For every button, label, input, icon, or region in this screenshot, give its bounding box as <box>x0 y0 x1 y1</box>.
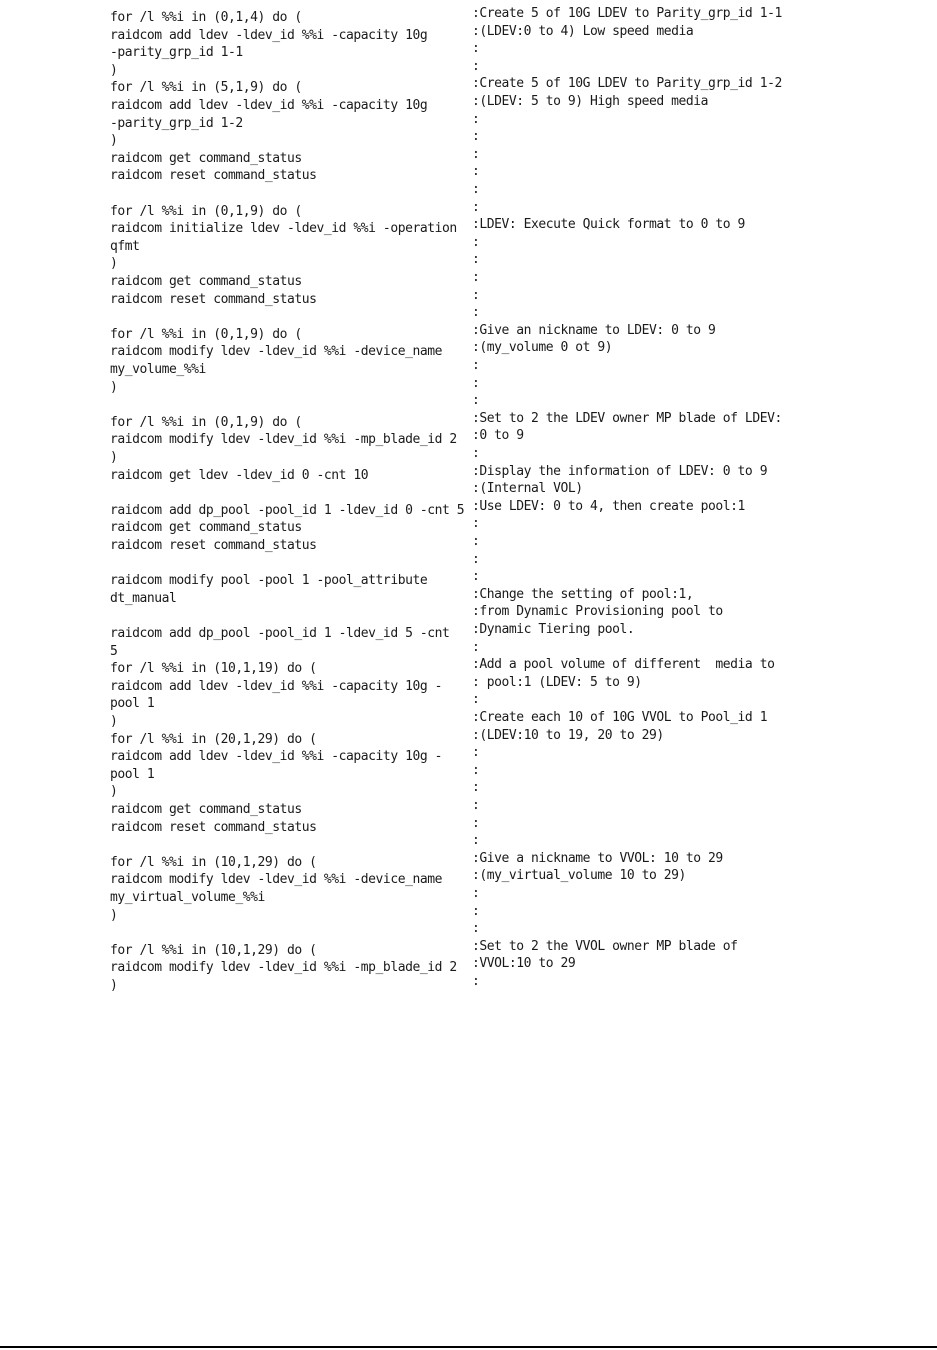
comment-line: : <box>472 375 480 391</box>
code-line: ) <box>110 784 118 800</box>
comment-line: :from Dynamic Provisioning pool to <box>472 604 723 620</box>
comment-line: :(my_volume 0 ot 9) <box>472 340 613 356</box>
code-line: raidcom add dp_pool -pool_id 1 -ldev_id 5 -cnt <box>110 626 450 641</box>
comment-line: :(my_virtual_volume 10 to 29) <box>472 868 686 884</box>
comment-line: : <box>472 551 480 567</box>
code-line: for /l %%i in (20,1,29) do ( <box>110 731 317 747</box>
comment-line: : <box>472 234 480 250</box>
code-line: raidcom add ldev -ldev_id %%i -capacity 10g - <box>110 749 442 765</box>
comment-line: :Set to 2 the VVOL owner MP blade of <box>472 938 738 954</box>
comment-line: :Change the setting of pool:1, <box>472 586 694 602</box>
comment-line: : <box>472 639 480 655</box>
comment-line: :VVOL:10 to 29 <box>472 956 576 972</box>
comment-line: : <box>472 903 480 919</box>
code-line: ) <box>110 133 118 149</box>
comment-line: : <box>472 569 480 585</box>
code-line: -parity_grp_id 1-2 <box>110 115 243 131</box>
code-line: for /l %%i in (0,1,9) do ( <box>110 203 302 219</box>
code-line: ) <box>110 379 118 395</box>
code-line: for /l %%i in (0,1,9) do ( <box>110 414 302 430</box>
code-line: ) <box>110 450 118 465</box>
comment-line: : <box>472 815 480 831</box>
comment-line: : <box>472 270 480 285</box>
comment-line: : <box>472 780 480 796</box>
comment-line: :0 to 9 <box>472 428 524 444</box>
comment-line: : <box>472 921 480 937</box>
comment-line: : <box>472 252 480 268</box>
comment-line: :Give an nickname to LDEV: 0 to 9 <box>472 322 716 338</box>
comment-line: :Add a pool volume of different media to <box>472 657 775 673</box>
comment-line: :Dynamic Tiering pool. <box>472 622 635 637</box>
comment-line: :(LDEV:10 to 19, 20 to 29) <box>472 727 664 743</box>
comment-line: :Set to 2 the LDEV owner MP blade of LDEV: <box>472 410 782 426</box>
comment-line: :Give a nickname to VVOL: 10 to 29 <box>472 850 723 866</box>
comment-line: : <box>472 798 480 813</box>
comment-line: : <box>472 287 480 303</box>
comment-line: :Create 5 of 10G LDEV to Parity_grp_id 1-1 <box>472 6 782 21</box>
comment-line: : <box>472 745 480 761</box>
comment-line: : <box>472 305 480 321</box>
comment-line: : <box>472 146 480 162</box>
code-line: raidcom get ldev -ldev_id 0 -cnt 10 <box>110 467 369 483</box>
comment-line: :(LDEV: 5 to 9) High speed media <box>472 94 709 109</box>
comment-line: : <box>472 199 480 215</box>
code-line: raidcom modify pool -pool 1 -pool_attribute <box>110 573 428 589</box>
code-line: pool 1 <box>110 696 155 712</box>
comment-line: : <box>472 182 480 197</box>
code-line: raidcom reset command_status <box>110 291 317 307</box>
code-line: ) <box>110 62 118 78</box>
comment-line: :Create each 10 of 10G VVOL to Pool_id 1 <box>472 710 768 725</box>
code-line: ) <box>110 978 118 993</box>
code-line: raidcom reset command_status <box>110 538 317 553</box>
comment-line: : <box>472 534 480 549</box>
code-line: raidcom add ldev -ldev_id %%i -capacity 10g <box>110 98 428 113</box>
code-line: for /l %%i in (0,1,4) do ( <box>110 10 302 25</box>
code-line: raidcom get command_status <box>110 150 302 166</box>
code-line: raidcom reset command_status <box>110 168 317 184</box>
code-line: raidcom reset command_status <box>110 819 317 835</box>
code-line: for /l %%i in (5,1,9) do ( <box>110 80 302 96</box>
comment-line: : <box>472 516 480 532</box>
code-line: ) <box>110 256 118 272</box>
comment-line: : <box>472 446 480 461</box>
comment-line: :(Internal VOL) <box>472 481 583 497</box>
comment-line: : <box>472 129 480 145</box>
code-line: pool 1 <box>110 766 155 782</box>
comment-line: :LDEV: Execute Quick format to 0 to 9 <box>472 217 745 233</box>
comment-line: : <box>472 358 480 373</box>
code-line: raidcom modify ldev -ldev_id %%i -device_name <box>110 344 442 360</box>
code-line: for /l %%i in (10,1,19) do ( <box>110 661 317 677</box>
code-line: raidcom get command_status <box>110 802 302 817</box>
comment-line: :Create 5 of 10G LDEV to Parity_grp_id 1-2 <box>472 76 782 92</box>
comment-line: : <box>472 692 480 708</box>
comment-line: : <box>472 41 480 57</box>
code-line: my_virtual_volume_%%i <box>110 890 265 905</box>
code-line: for /l %%i in (10,1,29) do ( <box>110 854 317 870</box>
code-line: dt_manual <box>110 590 177 606</box>
code-line: raidcom add ldev -ldev_id %%i -capacity 10g <box>110 27 428 43</box>
comment-line: :Use LDEV: 0 to 4, then create pool:1 <box>472 498 745 514</box>
comment-line: : <box>472 393 480 409</box>
code-line: ) <box>110 907 118 923</box>
code-line: raidcom initialize ldev -ldev_id %%i -operation <box>110 221 457 237</box>
code-line: my_volume_%%i <box>110 362 206 377</box>
code-line: raidcom modify ldev -ldev_id %%i -mp_blade_id 2 <box>110 960 457 976</box>
comment-line: : pool:1 (LDEV: 5 to 9) <box>472 674 642 690</box>
page-bottom-rule <box>0 1346 937 1348</box>
comment-line: : <box>472 58 480 74</box>
code-line: for /l %%i in (10,1,29) do ( <box>110 942 317 958</box>
code-line: raidcom get command_status <box>110 274 302 289</box>
comment-line: : <box>472 762 480 778</box>
code-line: raidcom add dp_pool -pool_id 1 -ldev_id 0 -cnt 5 <box>110 502 465 518</box>
comment-line: : <box>472 164 480 180</box>
code-line: -parity_grp_id 1-1 <box>110 45 243 61</box>
comment-line: : <box>472 833 480 849</box>
comment-line: : <box>472 111 480 127</box>
code-line: for /l %%i in (0,1,9) do ( <box>110 326 302 342</box>
code-line: ) <box>110 714 118 729</box>
comment-line: :Display the information of LDEV: 0 to 9 <box>472 463 768 479</box>
comment-line: : <box>472 974 480 989</box>
comment-line: :(LDEV:0 to 4) Low speed media <box>472 23 694 39</box>
comment-line: : <box>472 886 480 901</box>
code-line: raidcom add ldev -ldev_id %%i -capacity 10g - <box>110 678 442 694</box>
code-line: raidcom modify ldev -ldev_id %%i -mp_blade_id 2 <box>110 432 457 448</box>
code-line: raidcom modify ldev -ldev_id %%i -device_name <box>110 872 442 888</box>
code-line: raidcom get command_status <box>110 520 302 536</box>
code-line: qfmt <box>110 238 140 254</box>
code-line: 5 <box>110 643 118 659</box>
